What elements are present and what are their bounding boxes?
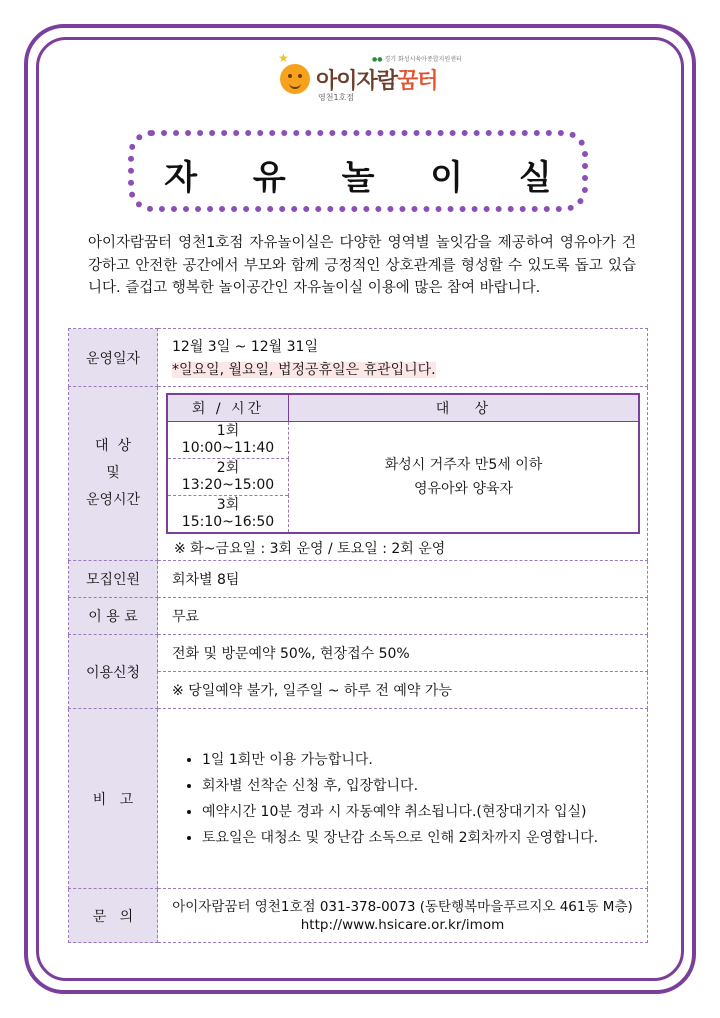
label-fee: 이 용 료 bbox=[69, 598, 158, 635]
target-cell: 화성시 거주자 만5세 이하 영유아와 양육자 bbox=[289, 422, 640, 534]
row-fee bbox=[69, 598, 648, 635]
label-period: 운영일자 bbox=[69, 329, 158, 387]
list-item: • 예약시간 10분 경과 시 자동예약 취소됩니다.(현장대기자 입실) bbox=[202, 799, 637, 825]
label-contact: 문 의 bbox=[69, 889, 158, 943]
page-title: 자 유 놀 이 실 bbox=[164, 158, 574, 198]
schedule-note: ※ 화~금요일 : 3회 운영 / 토요일 : 2회 운영 bbox=[174, 541, 446, 557]
contact-info: 아이자람꿈터 영천1호점 031-378-0073 (동탄행복마을푸르지오 461동 M층) bbox=[172, 898, 633, 915]
apply-line-1: 전화 및 방문예약 50%, 현장접수 50% bbox=[158, 635, 648, 672]
logo-branch: 영천1호점 bbox=[318, 93, 355, 102]
row-apply-1 bbox=[69, 635, 648, 672]
slot-2: 2회 13:20~15:00 bbox=[167, 459, 289, 496]
row-schedule bbox=[69, 387, 648, 561]
label-remarks: 비 고 bbox=[69, 709, 158, 889]
list-item: • 1일 1회만 이용 가능합니다. bbox=[202, 747, 637, 773]
col-target-header: 대 상 bbox=[289, 394, 640, 422]
slot-3: 3회 15:10~16:50 bbox=[167, 496, 289, 534]
col-time-header: 회 / 시간 bbox=[167, 394, 289, 422]
label-schedule: 대 상 및 운영시간 bbox=[69, 387, 158, 561]
title-box bbox=[128, 130, 588, 212]
star-icon: ★ bbox=[278, 51, 289, 65]
website-link[interactable]: http://www.hsicare.or.kr/imom bbox=[300, 916, 505, 933]
label-apply: 이용신청 bbox=[69, 635, 158, 709]
row-remarks bbox=[69, 709, 648, 889]
row-period bbox=[69, 329, 648, 387]
label-capacity: 모집인원 bbox=[69, 561, 158, 598]
intro-paragraph: 아이자람꿈터 영천1호점 자유놀이실은 다양한 영역별 놀잇감을 제공하여 영유아가 건강하고 안전한 공간에서 부모와 함께 긍정적인 상호관계를 형성할 수 있도록 돕고 있습니다. 즐겁고 행복한 놀이공간인 자유놀이실 이용에 많은 참여 바랍니다. bbox=[88, 235, 636, 296]
slot-1: 1회 10:00~11:40 bbox=[167, 422, 289, 459]
logo-wordmark: 아이자람꿈터 bbox=[316, 69, 438, 94]
closed-note: *일요일, 월요일, 법정공휴일은 휴관입니다. bbox=[172, 361, 436, 378]
list-item: • 회차별 선착순 신청 후, 입장합니다. bbox=[202, 773, 637, 799]
child-face-icon bbox=[280, 64, 310, 94]
period-dates: 12월 3일 ~ 12월 31일 bbox=[172, 338, 318, 355]
capacity-value: 회차별 8팀 bbox=[158, 561, 648, 598]
row-capacity bbox=[69, 561, 648, 598]
row-contact bbox=[69, 889, 648, 943]
info-table bbox=[68, 328, 648, 943]
fee-value: 무료 bbox=[158, 598, 648, 635]
remarks-list bbox=[172, 747, 637, 851]
apply-line-2: ※ 당일예약 불가, 일주일 ~ 하루 전 예약 가능 bbox=[158, 672, 648, 709]
list-item: • 토요일은 대청소 및 장난감 소독으로 인해 2회차까지 운영합니다. bbox=[202, 825, 637, 851]
schedule-table bbox=[166, 393, 640, 534]
logo-org-name: ●● 경기 화성시육아종합지원센터 bbox=[372, 56, 462, 63]
logo bbox=[278, 52, 478, 108]
